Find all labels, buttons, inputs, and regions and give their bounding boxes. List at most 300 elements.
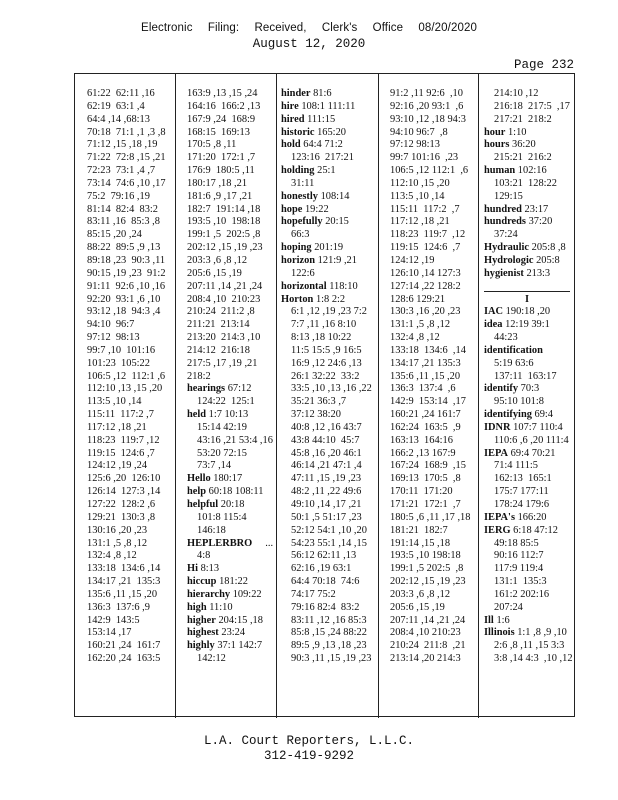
page-line-refs: 48:2 ,11 ,22 49:6 [291,486,362,498]
page-line-refs: 180:5 ,6 ,11 ,17 ,18 [390,511,471,523]
page-line-refs: 1:8 2:2 [315,293,346,305]
index-entry [187,576,273,589]
index-column [390,88,470,666]
page-line-refs: 201:19 [314,242,344,254]
header-word: 08/20/2020 [418,22,477,34]
page-line-refs: 162:24 163:5 ,9 [390,421,461,433]
index-entry [281,165,372,178]
page-line-refs: 199:1 ,5 202:5 ,8 [187,229,261,241]
page-line-refs: 25:1 [317,165,336,177]
page-line-refs: 190:18 ,20 [505,306,551,318]
index-entry [87,525,166,538]
index-entry [484,268,573,281]
page-line-refs: 74:17 75:2 [291,588,336,600]
page-line-refs: 45:8 ,16 ,20 46:1 [291,447,362,459]
index-term: hour [484,126,506,138]
page-line-refs: 193:5 ,10 198:18 [187,216,261,228]
page-number: Page 232 [513,58,574,72]
page-line-refs: 166:20 [517,511,547,523]
index-entry [87,294,166,307]
page-line-refs: 180:17 [213,473,243,485]
page-line-refs: 71:4 111:5 [494,460,538,472]
index-entry [87,383,166,396]
page-line-refs: 202:12 ,15 ,19 ,23 [187,242,263,254]
page-line-refs: 94:10 96:7 ,8 [390,126,448,138]
index-term: Illinois [484,627,515,639]
index-entry [390,627,470,640]
page-line-refs: 134:17 ,21 135:3 [87,576,161,588]
index-entry [484,332,573,345]
index-entry [484,114,573,127]
page-line-refs: 101:8 115:4 [197,511,247,523]
page-line-refs: 182:7 191:14 ,18 [187,203,261,215]
index-term: highest [187,627,219,639]
page-line-refs: 6:18 47:12 [513,524,558,536]
index-entry [390,242,470,255]
index-entry [187,306,273,319]
index-entry [484,229,573,242]
page-line-refs: 122:6 [291,267,315,279]
page-line-refs: 83:11 ,12 ,16 85:3 [291,614,367,626]
index-entry [187,152,273,165]
page-line-refs: 1:7 10:13 [208,409,249,421]
page-line-refs: 92:20 93:1 ,6 ,10 [87,293,161,305]
page-line-refs: 79:16 82:4 83:2 [291,601,360,613]
index-term: hire [281,100,299,112]
page-line-refs: 118:23 119:7 ,12 [390,229,466,241]
index-entry [281,550,372,563]
page-line-refs: 64:4 71:2 [303,139,343,151]
index-entry [390,152,470,165]
page-line-refs: 81:14 82:4 83:2 [87,203,159,215]
index-entry [281,139,372,152]
page-line-refs: 181:21 182:7 [390,524,448,536]
index-entry [187,460,273,473]
page-line-refs: 5:19 63:6 [494,357,534,369]
index-entry [390,319,470,332]
hearing-date: August 12, 2020 [252,37,366,51]
index-entry [87,358,166,371]
index-entry [484,460,573,473]
page-line-refs: 123:16 217:21 [291,152,354,164]
page-line-refs: 167:24 168:9 ,15 [390,460,466,472]
index-entry [484,525,573,538]
page-line-refs: 99:7 101:16 ,23 [390,152,459,164]
index-entry [390,550,470,563]
index-term: Horton [281,293,314,305]
page-line-refs: 203:3 ,6 ,8 ,12 [390,588,451,600]
index-term: historic [281,126,315,138]
index-entry [390,383,470,396]
index-entry [187,473,273,486]
page-line-refs: 210:24 211:2 ,8 [187,306,255,318]
index-term: identifying [484,409,532,421]
page-line-refs: 92:16 ,20 93:1 ,6 [390,100,464,112]
index-entry [187,281,273,294]
page-line-refs: 69:4 [534,409,554,421]
index-entry [187,268,273,281]
index-entry [390,332,470,345]
column-divider [175,74,176,718]
page-line-refs: 66:3 [291,229,310,241]
index-term: Hi [187,563,198,575]
page-line-refs: 43:16 ,21 53:4 ,16 [197,434,273,446]
index-entry [87,306,166,319]
index-entry [87,255,166,268]
index-entry [390,255,470,268]
page-line-refs: 119:15 124:6 ,7 [390,242,461,254]
index-entry [87,165,166,178]
page-line-refs: 163:9 ,13 ,15 ,24 [187,88,258,99]
page-line-refs: 90:16 112:7 [494,550,544,562]
page-line-refs: 67:12 [227,383,252,395]
page-line-refs: 91:2 ,11 92:6 ,10 [390,88,463,99]
page-line-refs: 117:12 ,18 ,21 [87,421,147,433]
index-entry [281,473,372,486]
index-entry [390,512,470,525]
index-entry [390,448,470,461]
page-line-refs: 207:11 ,14 ,21 ,24 [187,280,263,292]
page-line-refs: 112:10 ,13 ,15 ,20 [87,383,163,395]
index-entry [187,332,273,345]
page-line-refs: 121:9 ,21 [317,254,357,266]
index-entry [484,88,573,101]
page-line-refs: 115:11 117:2 ,7 [87,409,154,421]
page-line-refs: 214:10 ,12 [494,88,539,99]
page-line-refs: 213:14 ,20 214:3 [390,653,461,665]
index-term: human [484,165,516,177]
page-line-refs: 208:4 ,10 210:23 [187,293,261,305]
index-term: IEPA [484,447,509,459]
page-line-refs: 62:16 ,19 63:1 [291,563,352,575]
index-entry [281,615,372,628]
index-entry [187,204,273,217]
index-entry [390,422,470,435]
index-entry [484,127,573,140]
index-entry [87,486,166,499]
index-entry [187,615,273,628]
index-entry [187,640,273,653]
index-entry [87,460,166,473]
index-entry [390,345,470,358]
page-line-refs: 215:21 216:2 [494,152,552,164]
page-line-refs: 52:12 54:1 ,10 ,20 [291,524,367,536]
page-line-refs: 124:12 ,19 [390,254,435,266]
page-line-refs: 135:6 ,11 ,15 ,20 [390,370,461,382]
index-entry [484,139,573,152]
page-line-refs: 131:1 ,5 ,8 ,12 [390,319,451,331]
filing-header [0,22,618,34]
page-line-refs: 1:6 [496,614,510,626]
index-entry [484,255,573,268]
page-line-refs: 217:5 ,17 ,19 ,21 [187,357,258,369]
index-column [281,88,372,666]
index-entry [484,538,573,551]
page-line-refs: 165:20 [317,126,346,138]
page-line-refs: 205:8 [536,254,560,266]
index-entry [87,139,166,152]
index-entry [281,460,372,473]
page-line-refs: 207:24 [494,601,523,613]
index-entry [390,576,470,589]
index-entry [87,422,166,435]
index-entry [187,486,273,499]
page-line-refs: 125:6 ,20 126:10 [87,473,161,485]
index-entry [187,127,273,140]
index-entry [484,448,573,461]
index-entry [484,653,573,666]
index-entry [87,268,166,281]
index-entry [87,640,166,653]
index-entry [390,114,470,127]
page-line-refs: 117:9 119:4 [494,563,544,575]
page-line-refs: 6:1 ,12 ,19 ,23 7:2 [291,306,367,318]
page-line-refs: 207:11 ,14 ,21 ,24 [390,614,466,626]
index-entry [87,409,166,422]
index-entry [187,538,273,551]
index-entry [281,396,372,409]
page-line-refs: 191:14 ,15 ,18 [390,537,451,549]
page-line-refs: 53:20 72:15 [197,447,247,459]
page-line-refs: 71:22 72:8 ,15 ,21 [87,152,166,164]
page-line-refs: 171:21 172:1 ,7 [390,499,461,510]
index-term: identify [484,383,519,395]
index-entry [390,409,470,422]
index-entry [87,627,166,640]
index-entry [484,216,573,229]
index-term: hearings [187,383,226,395]
index-entry [390,178,470,191]
page-line-refs: 37:24 [494,229,518,241]
index-entry [390,589,470,602]
page-line-refs: 64:4 ,14 ,68:13 [87,113,150,125]
page-line-refs: 64:4 70:18 74:6 [291,576,360,588]
page-line-refs: 142:12 [197,653,226,665]
page-line-refs: 110:6 ,6 ,20 111:4 [494,434,569,446]
index-entry [281,409,372,422]
index-entry [187,409,273,422]
index-entry [484,319,573,332]
page-line-refs: 70:18 71:1 ,1 ,3 ,8 [87,126,166,138]
index-entry [87,396,166,409]
page-line-refs: 208:4 ,10 210:23 [390,627,461,639]
index-entry [281,627,372,640]
index-term: highly [187,640,215,652]
page-line-refs: 7:7 ,11 ,16 8:10 [291,319,357,331]
index-entry [87,204,166,217]
index-entry [484,383,573,396]
index-entry [484,152,573,165]
page-line-refs: 73:7 ,14 [197,460,232,472]
page-line-refs: 85:15 ,20 ,24 [87,229,142,241]
index-entry [484,204,573,217]
page-line-refs: 131:1 ,5 ,8 ,12 [87,537,148,549]
page-line-refs: 36:20 [512,139,536,151]
page-line-refs: 60:18 108:11 [208,486,264,498]
index-entry [87,216,166,229]
index-entry [390,165,470,178]
page-line-refs: 2:6 ,8 ,11 ,15 3:3 [494,640,565,652]
index-entry [187,499,273,512]
page-line-refs: 113:5 ,10 ,14 [390,190,445,202]
index-entry [281,383,372,396]
index-entry [187,358,273,371]
page-line-refs: 20:18 [220,499,245,510]
index-entry [484,473,573,486]
index-entry [187,165,273,178]
page-line-refs: 129:15 [494,190,523,202]
index-term: horizon [281,254,316,266]
index-entry [281,448,372,461]
index-entry [390,653,470,666]
page-line-refs: 118:23 119:7 ,12 [87,434,160,446]
index-entry [87,563,166,576]
page-line-refs: 108:1 111:11 [301,100,356,112]
page-line-refs: 4:8 [197,550,211,562]
index-entry [281,204,372,217]
index-column [484,88,573,666]
reporter-phone: 312-419-9292 [263,749,354,763]
index-entry [484,627,573,640]
page-line-refs: 71:12 ,15 ,18 ,19 [87,139,158,151]
index-entry [281,332,372,345]
page-line-refs: 205:6 ,15 ,19 [187,267,242,279]
index-entry [187,589,273,602]
index-entry [87,88,166,101]
index-entry [281,294,372,307]
page-line-refs: 218:2 [187,370,211,382]
index-entry [484,435,573,448]
page-line-refs: 8:13 [200,563,220,575]
index-entry [281,512,372,525]
index-entry [281,255,372,268]
index-entry [281,229,372,242]
page-line-refs: 97:12 98:13 [390,139,440,151]
index-entry [281,101,372,114]
index-entry [281,88,372,101]
index-entry [484,409,573,422]
index-entry [484,371,573,384]
page-line-refs: 35:21 36:3 ,7 [291,396,347,408]
index-term: IDNR [484,421,511,433]
page-line-refs: 126:10 ,14 127:3 [390,267,461,279]
index-entry [484,165,573,178]
page-line-refs: 132:4 ,8 ,12 [87,550,137,562]
page-line-refs: 44:23 [494,332,518,344]
index-entry [87,589,166,602]
index-entry [281,435,372,448]
page-line-refs: 160:21 ,24 161:7 [390,409,461,421]
page-line-refs: 130:16 ,20 ,23 [87,524,148,536]
index-entry [484,640,573,653]
index-term: hundreds [484,216,526,228]
index-entry [281,358,372,371]
page-line-refs: 12:19 39:1 [505,319,550,331]
index-entry [281,191,372,204]
index-entry [187,448,273,461]
page-line-refs: 111:15 [307,113,336,125]
index-entry [87,576,166,589]
index-entry [390,88,470,101]
page-line-refs: 72:23 73:1 ,4 ,7 [87,165,156,177]
page-line-refs: 211:21 213:14 [187,319,250,331]
page-line-refs: 95:10 101:8 [494,396,544,408]
header-word: Clerk's [321,22,358,34]
page-line-refs: 37:12 38:20 [291,409,341,421]
index-entry [87,242,166,255]
page-line-refs: 101:23 105:22 [87,357,150,369]
index-entry [87,435,166,448]
page-line-refs: 124:22 125:1 [197,396,255,408]
page-line-refs: 54:23 55:1 ,14 ,15 [291,537,367,549]
index-term: IERG [484,524,511,536]
index-entry [390,306,470,319]
page-line-refs: 127:22 128:2 ,6 [87,499,156,510]
index-entry [390,473,470,486]
index-entry [390,563,470,576]
index-entry [281,589,372,602]
page-line-refs: 70:3 [520,383,540,395]
page-line-refs: 62:19 63:1 ,4 [87,100,145,112]
index-entry [484,396,573,409]
index-entry [187,294,273,307]
page-line-refs: 169:13 170:5 ,8 [390,473,461,485]
index-entry [87,345,166,358]
index-entry [187,383,273,396]
page-line-refs: 43:8 44:10 45:7 [291,434,360,446]
page-line-refs: 31:11 [291,177,315,189]
index-entry [87,127,166,140]
index-entry [281,281,372,294]
page-line-refs: 176:9 180:5 ,11 [187,165,255,177]
index-entry [390,294,470,307]
index-entry [484,499,573,512]
reporter-name: L.A. Court Reporters, L.L.C. [203,734,415,748]
index-term: hygienist [484,267,524,279]
page-line-refs: 99:7 ,10 101:16 [87,344,156,356]
page-line-refs: 75:2 79:16 ,19 [87,190,150,202]
page-line-refs: 107:7 110:4 [513,421,563,433]
page-line-refs: 166:2 ,13 167:9 [390,447,456,459]
index-entry [87,371,166,384]
page-line-refs: 133:18 134:6 ,14 [390,344,466,356]
page-line-refs: 113:5 ,10 ,14 [87,396,142,408]
index-entry [187,345,273,358]
index-entry [87,499,166,512]
page-line-refs: 131:1 135:3 [494,576,547,588]
index-entry [390,229,470,242]
index-column [87,88,166,666]
page-line-refs: 23:17 [524,203,549,215]
header-word: Office [372,22,404,34]
index-box [74,73,575,717]
index-entry [87,550,166,563]
page-line-refs: 61:22 62:11 ,16 [87,88,155,99]
index-term: HEPLERBRO [187,537,253,549]
index-entry [281,242,372,255]
index-entry [187,178,273,191]
index-entry [484,358,573,371]
index-entry [87,114,166,127]
page-line-refs: 23:24 [221,627,246,639]
index-entry [87,473,166,486]
page-line-refs: 47:11 ,15 ,19 ,23 [291,473,362,485]
page-line-refs: 106:5 ,12 112:1 ,6 [390,165,469,177]
index-entry [390,127,470,140]
page-line-refs: 97:12 98:13 [87,332,140,344]
index-term: held [187,409,207,421]
page-line-refs: 81:6 [313,88,332,99]
